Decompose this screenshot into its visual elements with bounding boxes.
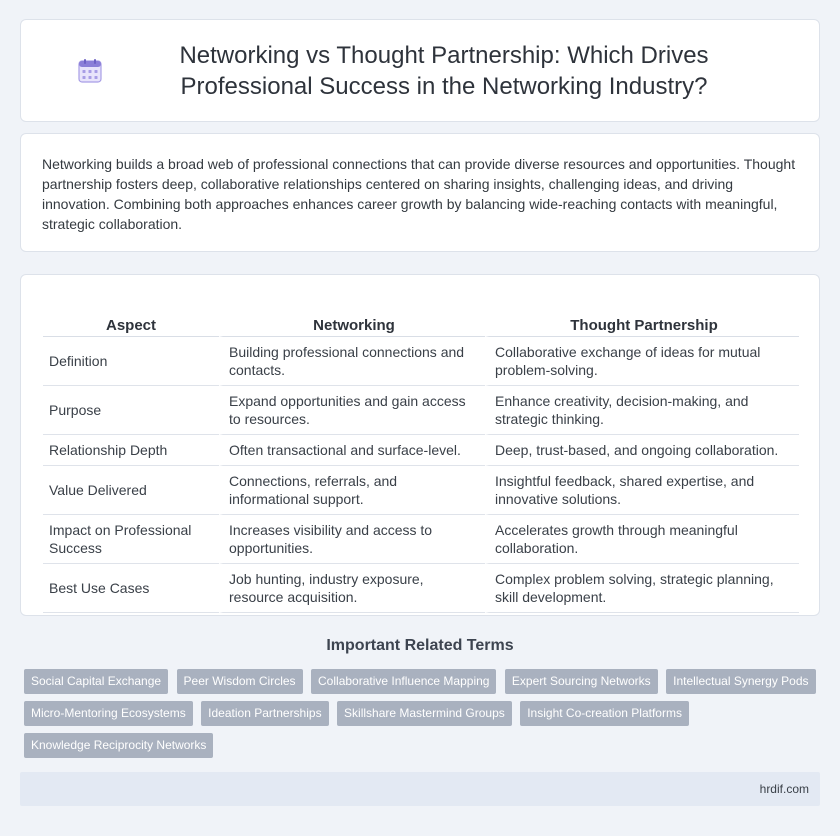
intro-card (20, 133, 820, 252)
footer-site-link[interactable]: hrdif.com (759, 782, 809, 796)
table-row (43, 515, 799, 564)
thought-partnership-cell: Complex problem solving, strategic planning, skill development. (485, 564, 799, 613)
related-term-tag[interactable]: Collaborative Influence Mapping (311, 669, 496, 694)
related-term-tag[interactable]: Peer Wisdom Circles (177, 669, 303, 694)
thought-partnership-cell: Deep, trust-based, and ongoing collaboration. (485, 435, 799, 466)
thought-partnership-cell: Accelerates growth through meaningful collaboration. (485, 515, 799, 564)
related-term-tag[interactable]: Ideation Partnerships (201, 701, 328, 726)
table-row (43, 386, 799, 435)
footer-bar (20, 772, 820, 806)
title-wrap (36, 40, 804, 102)
table-header-row (43, 295, 799, 337)
networking-cell: Increases visibility and access to opportunities. (219, 515, 485, 564)
aspect-cell: Relationship Depth (43, 435, 219, 466)
related-term-tag[interactable]: Social Capital Exchange (24, 669, 168, 694)
networking-cell: Expand opportunities and gain access to resources. (219, 386, 485, 435)
related-term-tag[interactable]: Knowledge Reciprocity Networks (24, 733, 213, 758)
aspect-cell: Value Delivered (43, 466, 219, 515)
page-title: Networking vs Thought Partnership: Which Drives Professional Success in the Networking Industry? (179, 41, 709, 100)
related-term-tag[interactable]: Skillshare Mastermind Groups (337, 701, 512, 726)
related-terms-list (24, 669, 820, 765)
aspect-cell: Best Use Cases (43, 564, 219, 613)
related-term-tag[interactable]: Micro-Mentoring Ecosystems (24, 701, 193, 726)
aspect-cell: Impact on Professional Success (43, 515, 219, 564)
thought-partnership-cell: Insightful feedback, shared expertise, and innovative solutions. (485, 466, 799, 515)
title-card (20, 19, 820, 122)
intro-paragraph: Networking builds a broad web of professional connections that can provide diverse resources and opportunities. Thought partnership fosters deep, collaborative relationships centered on sharing insights, challenging ideas, and driving innovation. Combining both approaches enhances career growth by balancing wide-reaching contacts with meaningful, strategic collaboration. (42, 156, 796, 232)
comparison-card (20, 274, 820, 616)
related-term-tag[interactable]: Expert Sourcing Networks (505, 669, 658, 694)
table-row (43, 564, 799, 613)
header-aspect: Aspect (43, 295, 219, 337)
networking-cell: Often transactional and surface-level. (219, 435, 485, 466)
table-row (43, 337, 799, 386)
related-term-tag[interactable]: Insight Co-creation Platforms (520, 701, 689, 726)
aspect-cell: Purpose (43, 386, 219, 435)
comparison-table (43, 295, 799, 613)
header-networking: Networking (219, 295, 485, 337)
thought-partnership-cell: Collaborative exchange of ideas for mutual problem-solving. (485, 337, 799, 386)
networking-cell: Job hunting, industry exposure, resource acquisition. (219, 564, 485, 613)
related-term-tag[interactable]: Intellectual Synergy Pods (666, 669, 815, 694)
calendar-grid-icon (76, 57, 104, 85)
header-thought-partnership: Thought Partnership (485, 295, 799, 337)
table-row (43, 466, 799, 515)
networking-cell: Connections, referrals, and informational support. (219, 466, 485, 515)
table-row (43, 435, 799, 466)
networking-cell: Building professional connections and contacts. (219, 337, 485, 386)
related-terms-title: Important Related Terms (326, 637, 514, 654)
aspect-cell: Definition (43, 337, 219, 386)
thought-partnership-cell: Enhance creativity, decision-making, and strategic thinking. (485, 386, 799, 435)
